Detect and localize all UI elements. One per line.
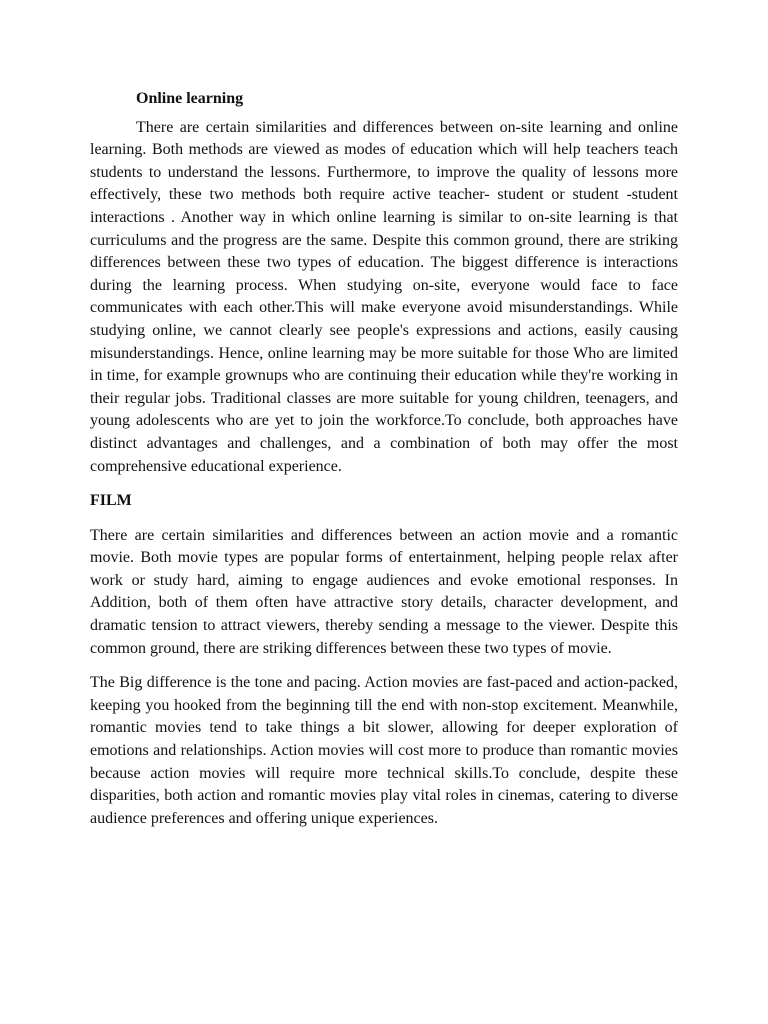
- paragraph-film-differences: The Big difference is the tone and pacing. Action movies are fast-paced and action-packed, keeping you hooked from the beginning till the end with non-stop excitement. Meanwhile, romantic movies tend to take things a bit slower, allowing for deeper exploration of emotions and relationships. Action movies will cost more to produce than romantic movies because action movies will require more technical skills.To conclude, despite these disparities, both action and romantic movies play vital roles in cinemas, catering to diverse audience preferences and offering unique experiences.: [90, 674, 678, 827]
- section-heading-film: FILM: [90, 492, 132, 510]
- paragraph-film-similarities: There are certain similarities and differences between an action movie and a romantic movie. Both movie types are popular forms of entertainment, helping people relax after work or study hard, aiming to engage audiences and evoke emotional responses. In Addition, both of them often have attractive story details, character development, and dramatic tension to attract viewers, thereby sending a message to the viewer. Despite this common ground, there are striking differences between these two types of movie.: [90, 526, 678, 657]
- paragraph-online-learning: There are certain similarities and differences between on-site learning and online learning. Both methods are viewed as modes of education which will help teachers teach students to understand the lessons. Furthermore, to improve the quality of lessons more effectively, these two methods both require active teacher- student or student -student interactions . Another way in which online learning is similar to on-site learning is that curriculums and the progress are the same. Despite this common ground, there are striking differences between these two types of education. The biggest difference is interactions during the learning process. When studying on-site, everyone would face to face communicates with each other.This will make everyone avoid misunderstandings. While studying online, we cannot clearly see people's expressions and actions, easily causing misunderstandings. Hence, online learning may be more suitable for those Who are limited in time, for example grownups who are continuing their education while they're working in their regular jobs. Traditional classes are more suitable for young children, teenagers, and young adolescents who are yet to join the workforce.To conclude, both approaches have distinct advantages and challenges, and a combination of both may offer the most comprehensive educational experience.: [90, 118, 678, 475]
- document-page: [90, 88, 678, 830]
- section-heading-online-learning: Online learning: [136, 90, 244, 107]
